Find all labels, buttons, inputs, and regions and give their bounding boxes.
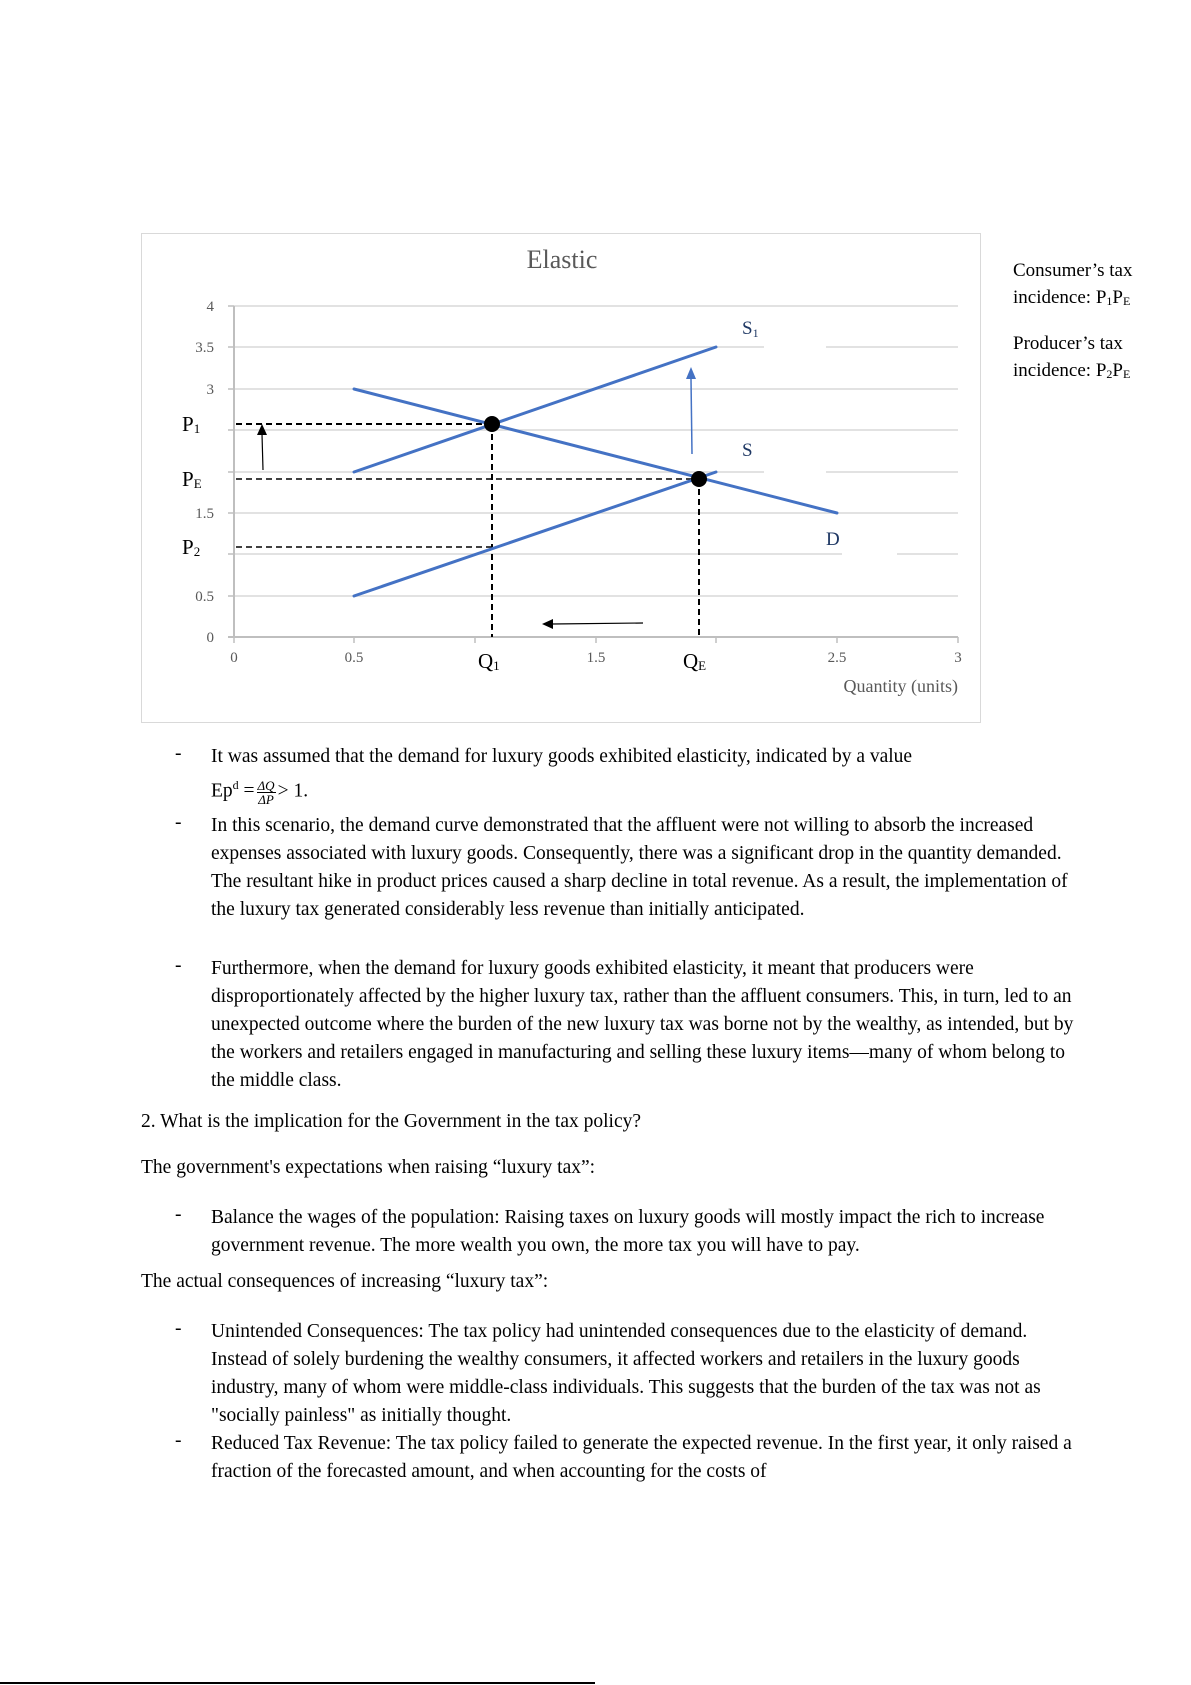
label-pe: PE [182,467,202,491]
svg-text:3.5: 3.5 [195,340,214,356]
bullet-marker: - [175,812,182,833]
label-s1: S1 [742,318,759,340]
svg-text:3: 3 [954,650,962,666]
bullet-marker: - [175,1430,182,1451]
question-2-heading: 2. What is the implication for the Government in the tax policy? [141,1111,642,1132]
price-up-arrow-icon [257,424,267,470]
chart-plot [142,234,982,724]
label-q1: Q1 [478,649,500,673]
svg-text:0.5: 0.5 [344,650,364,666]
producer-tax-incidence-note: Producer’s tax incidence: $P_2P_E$ [1013,333,1131,381]
supply-shift-arrow-icon [686,367,696,454]
bullet-demand-curve-scenario: In this scenario, the demand curve demonstrated that the affluent were not willing to absorb the increased expenses associated with luxury goods. Consequently, there was a significant drop in the quantity demanded. The resultant hike in product prices caused a sharp decline in total revenue. As a result, the implementation of the luxury tax generated considerably less revenue than initially anticipated. [211,815,1068,920]
svg-text:0.5: 0.5 [195,589,214,605]
label-p1: P1 [182,412,201,436]
bullet-marker: - [175,743,182,764]
page-bottom-rule [0,1682,595,1684]
bullet-marker: - [175,955,182,976]
bullet-marker: - [175,1204,182,1225]
elastic-chart [141,233,981,723]
svg-text:0: 0 [230,650,238,666]
bullet-marker: - [175,1318,182,1339]
chart-title: Elastic [526,245,598,274]
demand-curve-d [354,389,837,513]
svg-text:0: 0 [206,630,214,646]
bullet-elasticity-assumption: It was assumed that the demand for luxury goods exhibited elasticity, indicated by a value $Ep^d$ = $\frac{\Delta Q}{\Delta P}$ > 1. [211,743,1091,806]
bullet-balance-wages: Balance the wages of the population: Raising taxes on luxury goods will mostly impact the rich to increase government revenue. The more wealth you own, the more tax you will have to pay. [211,1207,1045,1256]
equilibrium-point-qe-pe [691,471,707,487]
svg-text:1.5: 1.5 [586,650,606,666]
supply-curve-s1 [354,347,716,472]
x-axis-title: Quantity (units) [843,676,958,696]
label-d: D [826,529,840,550]
svg-text:4: 4 [206,299,214,315]
bullet-reduced-tax-revenue: Reduced Tax Revenue: The tax policy failed to generate the expected revenue. In the first year, it only raised a fraction of the forecasted amount, and when accounting for the costs of [211,1433,1072,1482]
label-qe: QE [683,649,707,673]
elasticity-formula: $Ep^d$ = $\frac{\Delta Q}{\Delta P}$ > 1. [211,777,309,807]
bullet-producers-affected: Furthermore, when the demand for luxury goods exhibited elasticity, it meant that producers were disproportionately affected by the higher luxury tax, rather than the affluent consumers. This, in turn, led to an unexpected outcome where the burden of the new luxury tax was borne not by the wealthy, as intended, but by the workers and retailers engaged in manufacturing and selling these luxury items—many of whom belong to the middle class. [211,958,1074,1091]
consumer-tax-incidence-note: Consumer’s tax incidence: $P_1P_E$ [1013,260,1133,308]
consequences-heading: The actual consequences of increasing “luxury tax”: [141,1271,549,1292]
label-p2: P2 [182,535,201,559]
x-tick-labels [230,650,962,666]
svg-text:3: 3 [206,382,214,398]
reference-lines [236,424,699,637]
label-s: S [742,440,753,461]
supply-curve-s [354,472,716,596]
bullet-unintended-consequences: Unintended Consequences: The tax policy had unintended consequences due to the elasticity of demand. Instead of solely burdening the wealthy consumers, it affected workers and retailers in the luxury goods industry, many of whom were middle-class individuals. This suggests that the burden of the tax was not as "socially painless" as initially thought. [211,1321,1041,1426]
expectations-heading: The government's expectations when raising “luxury tax”: [141,1157,596,1178]
svg-text:2.5: 2.5 [827,650,847,666]
equilibrium-point-q1-p1 [484,416,500,432]
y-tick-labels [195,299,214,646]
quantity-left-arrow-icon [542,619,643,629]
svg-text:1.5: 1.5 [195,506,214,522]
